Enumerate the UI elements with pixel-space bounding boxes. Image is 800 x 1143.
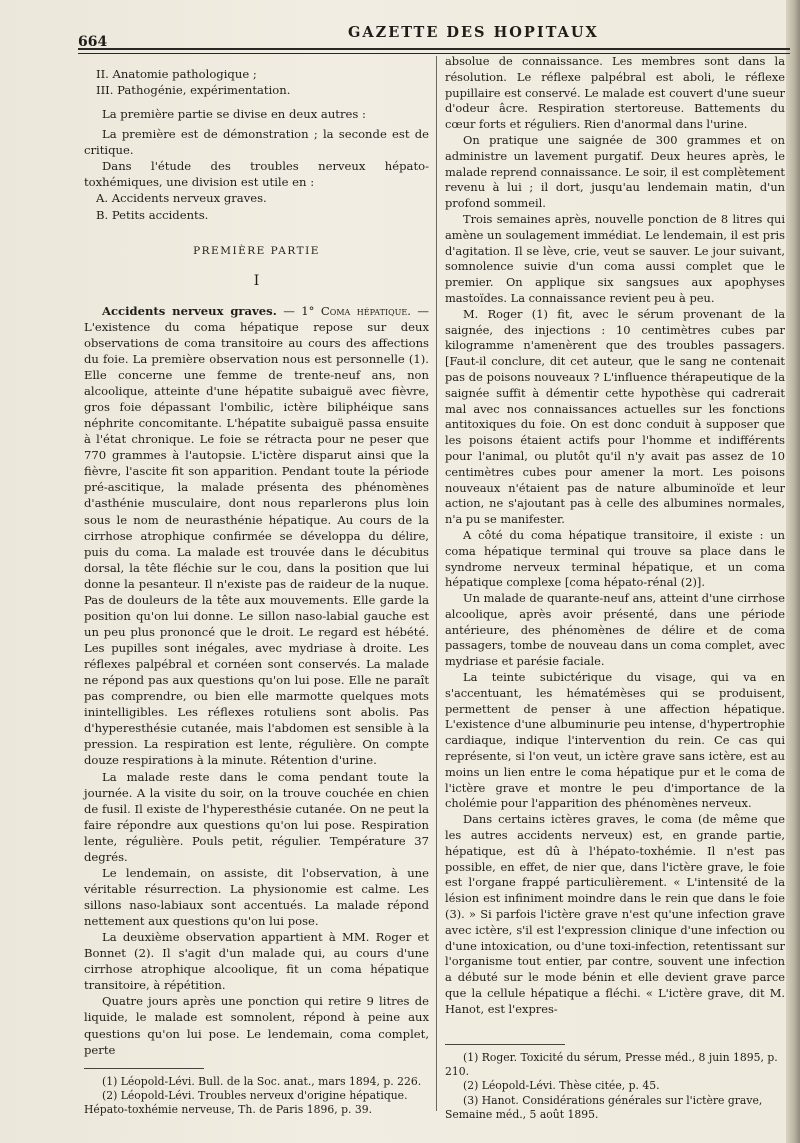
- paragraph: Dans l'étude des troubles nerveux hépato-toxhémiques, une division est utile en :: [84, 159, 429, 190]
- paragraph: Dans certains ictères graves, le coma (de même que les autres accidents nerveux) est, en grande partie, hépatique, est dû à l'hépato-toxhémie. Il n'est pas possible, en effet, de nier que, dans l'ictère grave, le foie est l'organe frappé particulièrement. « L'intensité de la lésion est infiniment moindre dans le rein que dans le foie (3). » Si parfois l'ictère grave n'est qu'une infection grave avec ictère, s'il est l'expression clinique d'une infection ou d'une intoxication, ou d'une toxi-infection, retentissant sur l'organisme tout entier, par contre, souvent une infection a débuté sur le mode bénin et elle devient grave parce que la cellule hépatique a fléchi. « L'ictère grave, dit M. Hanot, est l'expres-: [445, 812, 785, 1016]
- paragraph: absolue de connaissance. Les membres sont dans la résolution. Le réflexe palpébral est aboli, le réflexe pupillaire est conservé. Le malade est couvert d'une sueur d'odeur âcre. Respiration stertoreuse. Battements du cœur forts et réguliers. Rien d'anormal dans l'urine.: [445, 54, 785, 132]
- section-title: PREMIÈRE PARTIE: [193, 244, 320, 257]
- footnote-rule: [445, 1044, 565, 1045]
- paragraph: La malade reste dans le coma pendant toute la journée. A la visite du soir, on la trouve couchée en chien de fusil. Il existe de l'hyperesthésie cutanée. On ne peut la faire répondre aux questions qu'on lui pose. Respiration lente, régulière. Pouls petit, régulier. Température 37 degrés.: [84, 769, 429, 864]
- page-edge-shadow: [786, 0, 800, 1143]
- paragraph: La première partie se divise en deux autres :: [102, 107, 366, 122]
- footnote: (1) Roger. Toxicité du sérum, Presse méd., 8 juin 1895, p. 210.: [445, 1051, 778, 1079]
- paragraph: Le lendemain, on assiste, dit l'observation, à une véritable résurrection. La physionomie est calme. Les sillons naso-labiaux sont accentués. La malade répond nettement aux questions qu'on lui pose.: [84, 865, 429, 929]
- paragraph: Trois semaines après, nouvelle ponction de 8 litres qui amène un soulagement immédiat. Le lendemain, il est pris d'agitation. Il se lève, crie, veut se sauver. Le jour suivant, somnolence suivie d'un coma aussi complet que le premier. On applique six sangsues aux apophyses mastoïdes. La connaissance revient peu à peu.: [445, 211, 785, 305]
- paragraph-text: — L'existence du coma hépatique repose sur deux observations de coma transitoire au cours des affections du foie. La première observation nous est personnelle (1). Elle concerne une femme de trente-neuf ans, non alcoolique, atteinte d'une hépatite subaiguë avec fièvre, gros foie dépassant l'ombilic, ictère biliphéique sans néphrite concomitante. L'hépatite subaiguë passa ensuite à l'état chronique. Le foie se rétracta pour ne peser que 770 grammes à l'autopsie. L'ictère disparut ainsi que la fièvre, l'ascite fit son apparition. Pendant toute la période pré-ascitique, la malade présenta des phénomènes d'asthénie musculaire, dont nous reparlerons plus loin sous le nom de neurasthénie hépatique. Au cours de la cirrhose atrophique confirmée se développa du délire, puis du coma. La malade est trouvée dans le décubitus dorsal, la tête fléchie sur le cou, dans la position que lui donne la pesanteur. Il n'existe pas de raideur de la nuque. Pas de douleurs de la tête aux mouvements. Elle garde la position qu'on lui donne. Le sillon naso-labial gauche est un peu plus prononcé que le droit. Le regard est hébété. Les pupilles sont inégales, avec mydriase à droite. Les réflexes palpébral et cornéen sont conservés. La malade ne répond pas aux questions qu'on lui pose. Elle ne paraît pas comprendre, ou bien elle marmotte quelques mots inintelligibles. Les réflexes rotuliens sont abolis. Pas d'hyperesthésie cutanée, mais l'abdomen est sensible à la pression. La respiration est lente, régulière. On compte douze respirations à la minute. Rétention d'urine.: [84, 303, 430, 768]
- paragraph: La deuxième observation appartient à MM. Roger et Bonnet (2). Il s'agit d'un malade qui, au cours d'une cirrhose atrophique alcoolique, fit un coma hépatique transitoire, à répétition.: [84, 930, 429, 993]
- right-column: [445, 54, 785, 1018]
- list-item: A. Accidents nerveux graves.: [96, 191, 267, 206]
- section-numeral: I: [253, 272, 260, 289]
- list-item: II. Anatomie pathologique ;: [96, 67, 257, 81]
- list-item: III. Pathogénie, expérimentation.: [96, 83, 291, 98]
- paragraph: On pratique une saignée de 300 grammes et on administre un lavement purgatif. Deux heures après, le malade reprend connaissance. Le soir, il est complètement revenu à lui ; il dort, jusqu'au lendemain matin, d'un profond sommeil.: [445, 132, 785, 211]
- paragraph: Quatre jours après une ponction qui retire 9 litres de liquide, le malade est somnolent, répond à peine aux questions qu'on lui pose. Le lendemain, coma complet, perte: [84, 994, 429, 1057]
- left-column: [84, 66, 429, 1058]
- page-header: [78, 20, 790, 50]
- paragraph: M. Roger (1) fit, avec le sérum provenant de la saignée, des injections : 10 centimètres cubes par kilogramme n'amenèrent que des troubles passagers. [Faut-il conclure, dit cet auteur, que le sang ne contenait pas de poisons nouveaux ? L'influence thérapeutique de la saignée suffit à démentir cette hypothèse qui cadrerait mal avec nos connaissances actuelles sur les fonctions antitoxiques du foie. On est donc conduit à supposer que les poisons étaient actifs pour l'homme et indifférents pour l'animal, ou plutôt qu'il n'y avait pas assez de 10 centimètres cubes pour amener la mort. Les poisons nouveaux n'étaient pas de nature albuminoïde et leur action, ne s'ajoutant pas à celle des albumines normales, n'a pu se manifester.: [445, 306, 785, 527]
- paragraph: La teinte subictérique du visage, qui va en s'accentuant, les hématémèses qui se produisent, permettent de penser à une affection hépatique. L'existence d'une albuminurie peu intense, d'hypertrophie cardiaque, indique l'intervention du rein. Ce cas qui représente, si l'on veut, un ictère grave sans ictère, est au moins un lien entre le coma hépatique pur et le coma de l'ictère grave et montre le peu d'importance de la cholémie pour l'apparition des phénomènes nerveux.: [445, 670, 785, 811]
- paragraph: [84, 303, 429, 769]
- footnote-rule: [84, 1068, 204, 1069]
- list-item: B. Petits accidents.: [96, 207, 209, 222]
- subheading: — 1° Coma hépatique.: [283, 303, 411, 318]
- footnote: (2) Léopold-Lévi. Thèse citée, p. 45.: [463, 1079, 660, 1093]
- footnote: (1) Léopold-Lévi. Bull. de la Soc. anat., mars 1894, p. 226.: [102, 1075, 422, 1088]
- lead-in: Accidents nerveux graves.: [102, 303, 277, 318]
- footnotes-right: [445, 1044, 785, 1122]
- footnotes-left: [84, 1068, 429, 1118]
- footnote: (2) Léopold-Lévi. Troubles nerveux d'origine hépatique. Hépato-toxhémie nerveuse, Th. de Paris 1896, p. 39.: [84, 1089, 408, 1117]
- paragraph: La première est de démonstration ; la seconde est de critique.: [84, 127, 429, 158]
- column-divider: [436, 56, 437, 1111]
- paragraph: A côté du coma hépatique transitoire, il existe : un coma hépatique terminal qui trouve sa place dans le syndrome nerveux terminal hépatique, et un coma hépatique complexe [coma hépato-rénal (2)].: [445, 527, 785, 590]
- footnote: (3) Hanot. Considérations générales sur l'ictère grave, Semaine méd., 5 août 1895.: [445, 1093, 763, 1121]
- page-number: 664: [78, 34, 108, 50]
- paragraph: Un malade de quarante-neuf ans, atteint d'une cirrhose alcoolique, après avoir présenté, dans une période antérieure, des phénomènes de délire et de coma passagers, tombe de nouveau dans un coma complet, avec mydriase et parésie faciale.: [445, 591, 785, 669]
- running-title: GAZETTE DES HOPITAUX: [348, 24, 599, 41]
